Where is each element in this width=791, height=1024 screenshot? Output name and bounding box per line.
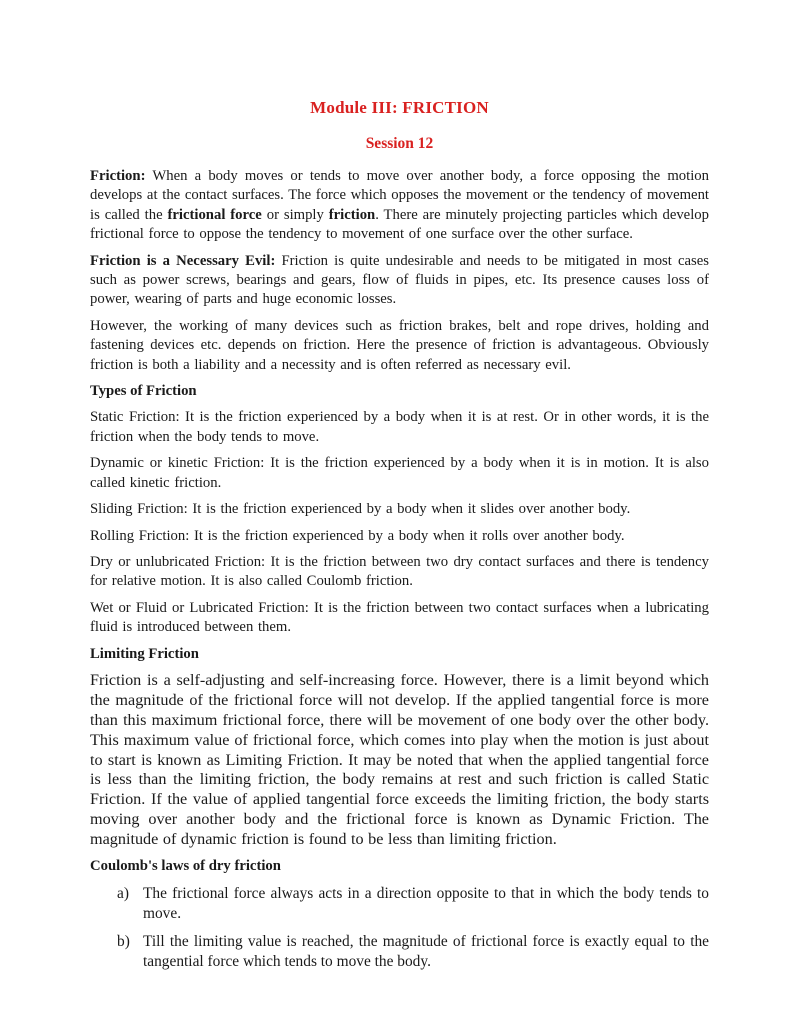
bold-frictional-force-term: frictional force xyxy=(167,206,262,223)
text-segment: When a body moves or tends to move over another body, a force opposing the motion develops at the contact surfaces. The force which opposes the movement or the tendency of movement is called the xyxy=(90,168,709,223)
paragraph-static-friction: Static Friction: It is the friction experienced by a body when it is at rest. Or in other words, it is the friction when the body tends to move. xyxy=(90,409,709,445)
list-item-law-b xyxy=(90,932,709,973)
coulomb-laws-list xyxy=(90,884,709,973)
heading-types-of-friction: Types of Friction xyxy=(90,383,197,400)
heading-coulombs-laws: Coulomb's laws of dry friction xyxy=(90,858,281,875)
bold-friction-lead: Friction: xyxy=(90,168,146,184)
paragraph-however-devices: However, the working of many devices such as friction brakes, belt and rope drives, holding and fastening devices etc. depends on friction. Here the presence of friction is advantageous. Obviously friction is both a liability and a necessity and is often referred as necessary evil. xyxy=(90,317,709,373)
paragraph-dynamic-friction: Dynamic or kinetic Friction: It is the friction experienced by a body when it is in motion. It is also called kinetic friction. xyxy=(90,455,709,491)
heading-limiting-friction: Limiting Friction xyxy=(90,645,199,662)
text-segment: . There are minutely projecting particles which develop frictional force to oppose the tendency to movement of one surface over the other surface. xyxy=(90,206,709,243)
paragraph-necessary-evil xyxy=(90,252,709,310)
text-segment: Friction is quite undesirable and needs to be mitigated in most cases such as power screws, bearings and gears, flow of fluids in pipes, etc. Its presence causes loss of power, wearing of parts and huge economic losses. xyxy=(90,252,709,308)
session-subtitle: Session 12 xyxy=(365,135,434,152)
list-item-text: The frictional force always acts in a direction opposite to that in which the body tends to move. xyxy=(143,884,709,922)
paragraph-sliding-friction: Sliding Friction: It is the friction experienced by a body when it slides over another body. xyxy=(90,501,631,518)
paragraph-friction-definition xyxy=(90,167,709,245)
list-item-label: b) xyxy=(117,932,130,950)
paragraph-wet-friction: Wet or Fluid or Lubricated Friction: It is the friction between two contact surfaces when a lubricating fluid is introduced between them. xyxy=(90,599,709,636)
list-item-law-a xyxy=(90,884,709,925)
paragraph-dry-friction: Dry or unlubricated Friction: It is the friction between two dry contact surfaces and there is tendency for relative motion. It is also called Coulomb friction. xyxy=(90,553,709,590)
bold-friction-term: friction xyxy=(328,206,376,223)
text-segment: or simply xyxy=(261,206,329,223)
list-item-label: a) xyxy=(117,884,129,902)
paragraph-rolling-friction: Rolling Friction: It is the friction experienced by a body when it rolls over another body. xyxy=(90,527,625,544)
page-title: Module III: FRICTION xyxy=(310,98,489,117)
bold-necessary-evil-lead: Friction is a Necessary Evil: xyxy=(90,252,276,269)
paragraph-limiting-friction-body: Friction is a self-adjusting and self-increasing force. However, there is a limit beyond which the magnitude of the frictional force will not develop. If the applied tangential force is more than this maximum frictional force, there will be movement of one body over the other body. This maximum value of frictional force, which comes into play when the motion is just about to start is known as Limiting Friction. It may be noted that when the applied tangential force is less than the limiting friction, the body remains at rest and such friction is called Static Friction. If the value of applied tangential force exceeds the limiting friction, the body starts moving over another body and the frictional force is known as Dynamic Friction. The magnitude of dynamic friction is found to be less than limiting friction. xyxy=(90,670,709,849)
list-item-text: Till the limiting value is reached, the magnitude of frictional force is exactly equal to the tangential force which tends to move the body. xyxy=(143,932,709,970)
